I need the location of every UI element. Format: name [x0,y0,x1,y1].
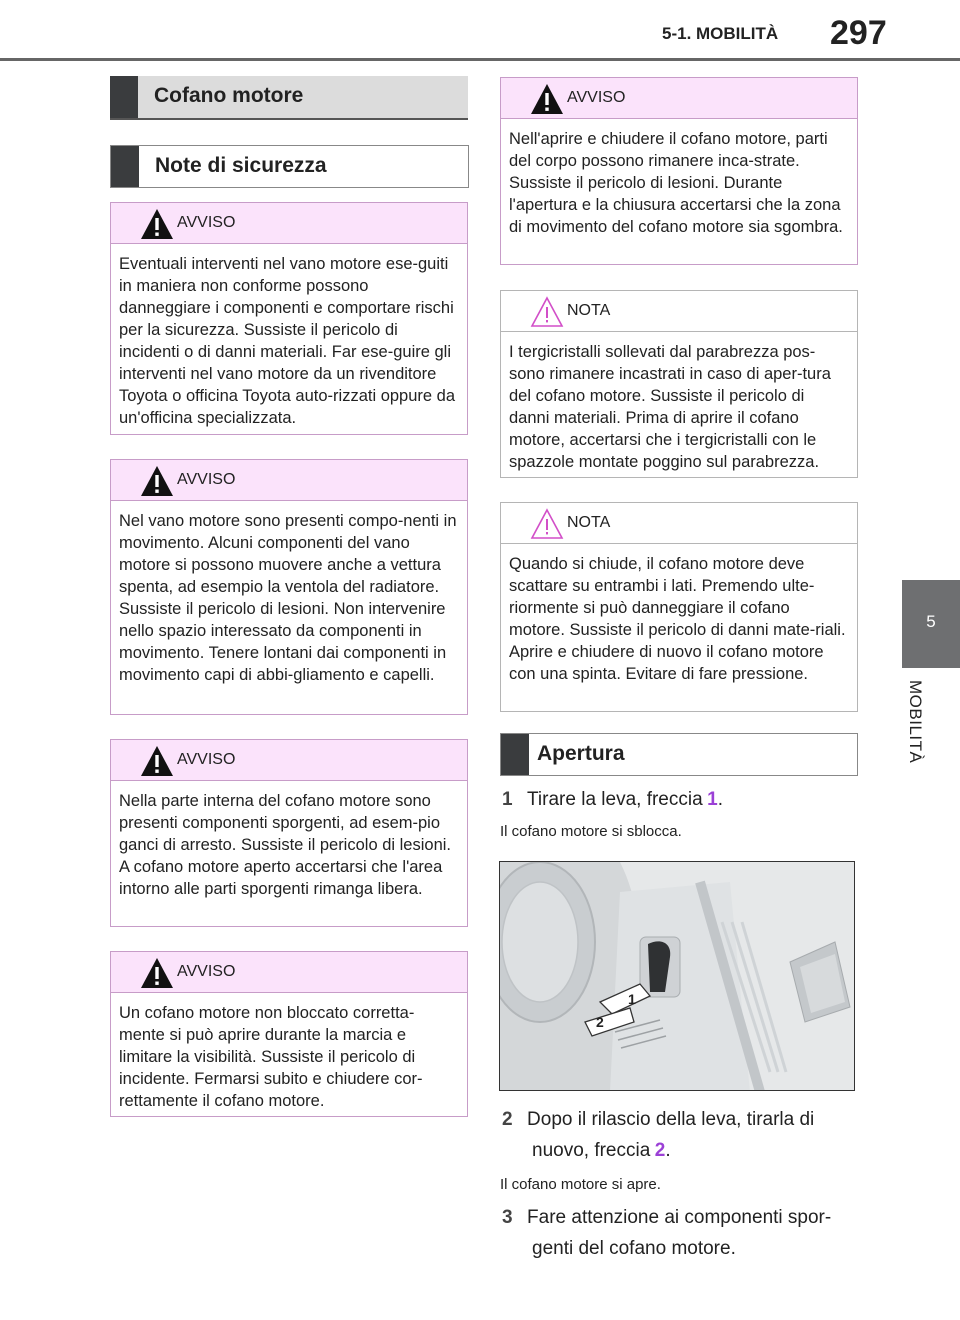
page-number: 297 [830,14,887,52]
heading-note-sicurezza [110,145,469,188]
step-text: Tirare la leva, freccia [527,789,703,810]
step-number: 1 [502,789,513,810]
note-label: NOTA [567,514,611,531]
warning-header [111,203,467,244]
warning-text: Nel vano motore sono presenti compo-nenti in movimento. Alcuni componenti del vano motore si possono muovere anche a vettura spenta, ad esempio la ventola del radiatore. Sussiste il pericolo di lesioni. Non intervenire nello spazio interessato da componenti in movimento. Tenere lontani dai componenti in movimento capi di abbi-gliamento e capelli. [119,512,457,684]
warning-header [111,952,467,993]
arrow-reference: 1 [707,789,718,810]
arrow-reference: 2 [654,1140,666,1161]
heading-bar [111,146,139,187]
chapter-label-text: MOBILITÀ [906,680,925,764]
step-2 [502,1104,862,1135]
figure-label-2: 2 [596,1014,604,1030]
note-label: NOTA [567,302,611,319]
heading-bar [110,76,138,118]
step-text: Dopo il rilascio della leva, tirarla di [527,1109,815,1130]
caution-triangle-icon [529,295,565,329]
warning-text: Nell'aprire e chiudere il cofano motore, parti del corpo possono rimanere inca-strate. Sussiste il pericolo di lesioni. Durante l'apertura e la chiusura accertarsi che la zona di movimento del cofano motore sia sgombra. [509,130,843,236]
caution-triangle-icon [529,507,565,541]
heading-bar [501,734,529,775]
note-text: I tergicristalli sollevati dal parabrezza pos-sono rimanere incastrati in caso di aper-tura del cofano motore. Sussiste il pericolo di danni materiali. Prima di aprire il cofano motore, accertarsi che i tergicristalli con le spazzole montate poggino sul parabrezza. [509,343,831,471]
hood-release-lever-illustration [499,861,855,1091]
warning-header [501,78,857,119]
warning-triangle-icon [139,956,175,990]
warning-label: AVVISO [177,963,236,980]
hood-release-drawing [500,862,855,1091]
warning-triangle-icon [139,464,175,498]
warning-box [110,459,468,715]
chapter-number: 5 [926,612,936,631]
warning-text: Eventuali interventi nel vano motore ese-guiti in maniera non conforme possono danneggiare i componenti e comportare rischi per la sicurezza. Sussiste il pericolo di incidenti o di danni materiali. Far ese-guire gli interventi nel vano motore da un rivenditore Toyota o officina Toyota auto-rizzati oppure da un'officina specializzata. [119,255,456,427]
warning-header [111,460,467,501]
note-box [500,502,858,712]
note-header [501,503,857,544]
step-1 [502,784,862,815]
note-header [501,291,857,332]
warning-label: AVVISO [177,214,236,231]
header-rule [0,58,960,61]
warning-label: AVVISO [567,89,626,106]
warning-box [110,739,468,927]
warning-label: AVVISO [177,471,236,488]
warning-header [111,740,467,781]
heading-cofano-motore [110,76,468,120]
step-text: nuovo, freccia [532,1140,651,1161]
step-number: 3 [502,1207,513,1228]
heading-text: Cofano motore [154,84,304,107]
section-title: 5-1. MOBILITÀ [662,24,779,43]
note-text: Quando si chiude, il cofano motore deve scattare su entrambi i lati. Premendo ulte-riormente si può danneggiare il cofano motore. Sussiste il pericolo di danni mate-riali. Aprire e chiudere di nuovo il cofano motore con una spinta. Evitare di fare pressione. [509,555,846,683]
warning-triangle-icon [139,207,175,241]
warning-box [110,202,468,435]
step-end: . [717,789,723,810]
heading-text: Note di sicurezza [155,154,327,177]
step-2-cont [532,1135,862,1166]
chapter-label [905,680,933,770]
step-text: genti del cofano motore. [532,1238,736,1259]
warning-text: Un cofano motore non bloccato corretta-mente si può aprire durante la marcia e limitare la visibilità. Sussiste il pericolo di incidente. Fermarsi subito e chiudere cor-rettamente il cofano motore. [119,1004,423,1110]
note-box [500,290,858,478]
heading-text: Apertura [537,742,625,765]
warning-triangle-icon [139,744,175,778]
warning-text: Nella parte interna del cofano motore sono presenti componenti sporgenti, ad esem-pio ganci di arresto. Sussiste il pericolo di lesioni. A cofano motore aperto accertarsi che l'area intorno alle parti sporgenti rimanga libera. [119,792,451,898]
step-text: Fare attenzione ai componenti spor- [527,1207,832,1228]
warning-triangle-icon [529,82,565,116]
step-3-cont [532,1233,862,1264]
step-result: Il cofano motore si apre. [500,1176,661,1193]
step-number: 2 [502,1109,513,1130]
heading-apertura [500,733,858,776]
warning-label: AVVISO [177,751,236,768]
step-end: . [665,1140,671,1161]
step-result: Il cofano motore si sblocca. [500,823,682,840]
warning-box [500,77,858,265]
warning-box [110,951,468,1117]
step-3 [502,1202,862,1233]
figure-label-1: 1 [628,991,636,1007]
